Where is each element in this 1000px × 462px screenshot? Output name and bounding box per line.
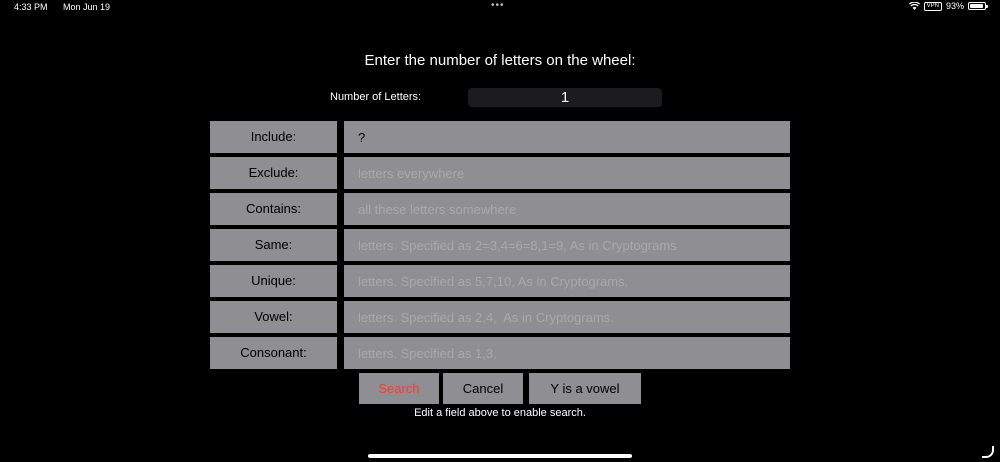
- contains-label: Contains:: [210, 193, 337, 225]
- home-indicator[interactable]: [368, 454, 632, 458]
- status-date: Mon Jun 19: [63, 2, 111, 12]
- vowel-input[interactable]: [344, 301, 790, 333]
- cancel-button[interactable]: Cancel: [443, 373, 523, 404]
- exclude-input[interactable]: [344, 157, 790, 189]
- battery-icon: [968, 2, 986, 10]
- same-label: Same:: [210, 229, 337, 261]
- search-button[interactable]: Search: [359, 373, 439, 404]
- unique-input[interactable]: [344, 265, 790, 297]
- vpn-badge: VPN: [924, 2, 942, 11]
- wifi-icon: [909, 2, 920, 10]
- exclude-label: Exclude:: [210, 157, 337, 189]
- include-input[interactable]: [344, 121, 790, 153]
- consonant-input[interactable]: [344, 337, 790, 369]
- status-time: 4:33 PM: [14, 2, 48, 12]
- number-of-letters-label: Number of Letters:: [330, 91, 422, 103]
- page-heading: Enter the number of letters on the wheel:: [364, 52, 636, 69]
- field-row-consonant: [210, 337, 790, 369]
- hint-text: Edit a field above to enable search.: [414, 407, 586, 419]
- field-row-vowel: [210, 301, 790, 333]
- field-row-exclude: [210, 157, 790, 189]
- y-is-a-vowel-button[interactable]: Y is a vowel: [529, 373, 641, 404]
- status-indicators: [909, 1, 986, 11]
- same-input[interactable]: [344, 229, 790, 261]
- battery-percent: 93%: [945, 1, 964, 11]
- status-bar: [0, 0, 1000, 14]
- multitasking-dots-icon[interactable]: •••: [491, 0, 505, 11]
- unique-label: Unique:: [210, 265, 337, 297]
- number-of-letters-input[interactable]: [468, 88, 662, 107]
- vowel-label: Vowel:: [210, 301, 337, 333]
- field-row-unique: [210, 265, 790, 297]
- field-row-include: [210, 121, 790, 153]
- field-row-same: [210, 229, 790, 261]
- include-label: Include:: [210, 121, 337, 153]
- contains-input[interactable]: [344, 193, 790, 225]
- field-row-contains: [210, 193, 790, 225]
- consonant-label: Consonant:: [210, 337, 337, 369]
- corner-indicator-icon: [982, 446, 994, 458]
